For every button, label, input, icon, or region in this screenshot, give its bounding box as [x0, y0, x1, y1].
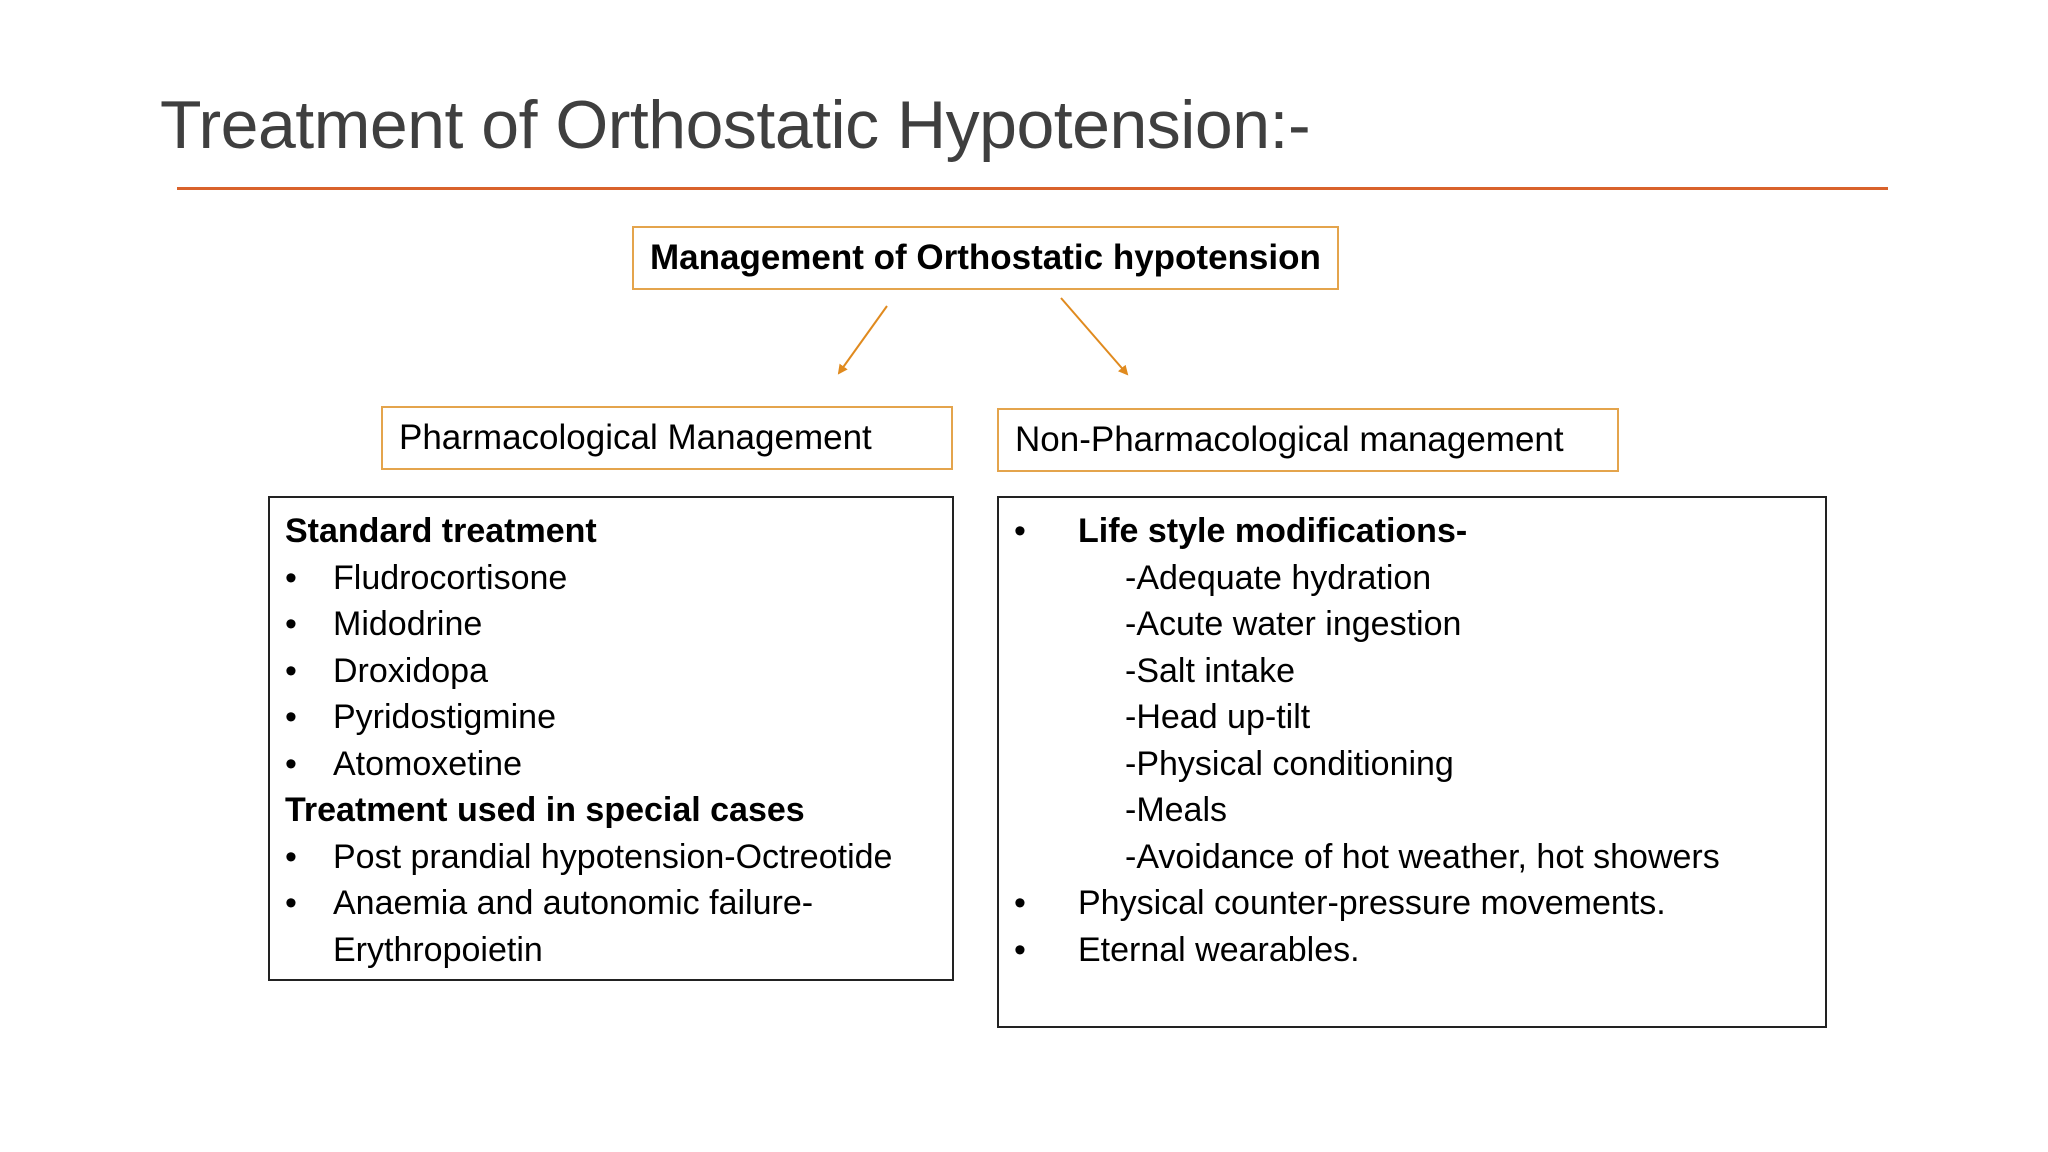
pharmacological-node-label: Pharmacological Management [399, 418, 872, 457]
slide-title: Treatment of Orthostatic Hypotension:- [160, 87, 1311, 163]
list-item: • Droxidopa [285, 648, 952, 695]
list-item [1014, 508, 1825, 555]
bullet-icon: • [285, 837, 297, 876]
sub-item: -Physical conditioning [1125, 744, 1454, 783]
bullet-icon: • [285, 651, 297, 690]
list-item: • Pyridostigmine [285, 694, 952, 741]
list-item: • Atomoxetine [285, 741, 952, 788]
pharmacological-node [381, 406, 953, 470]
root-node-label: Management of Orthostatic hypotension [650, 238, 1321, 277]
arrow-to-pharmacological [839, 306, 887, 373]
list-item-continuation: Erythropoietin [333, 930, 543, 969]
bullet-icon: • [285, 605, 297, 643]
list-item: • Physical counter-pressure movements. [1014, 880, 1825, 927]
sub-item: -Avoidance of hot weather, hot showers [1125, 837, 1720, 876]
non-pharmacological-node [997, 408, 1619, 472]
list-item: • Midodrine [285, 601, 952, 648]
special-cases-heading: Treatment used in special cases [285, 791, 805, 829]
sub-item: -Salt intake [1125, 651, 1296, 690]
bullet-icon: • [285, 698, 297, 736]
bullet-icon: • [285, 558, 297, 597]
sub-item: -Acute water ingestion [1125, 605, 1462, 643]
non-pharmacological-details-box [997, 496, 1827, 1028]
list-item: • Post prandial hypotension-Octreotide [285, 834, 952, 881]
bullet-icon: • [1014, 512, 1026, 550]
list-item: • Anaemia and autonomic failure- [285, 880, 952, 927]
list-item: • Fludrocortisone [285, 555, 952, 602]
sub-item: -Meals [1125, 791, 1228, 829]
list-item: • Eternal wearables. [1014, 927, 1825, 974]
sub-item: -Head up-tilt [1125, 698, 1311, 736]
arrow-to-non-pharmacological [1061, 298, 1127, 374]
bullet-icon: • [1014, 884, 1026, 922]
bullet-icon: • [285, 884, 297, 922]
bullet-icon: • [1014, 930, 1026, 969]
pharmacological-details-box [268, 496, 954, 981]
standard-treatment-heading: Standard treatment [285, 512, 597, 550]
bullet-icon: • [285, 744, 297, 783]
lifestyle-heading: Life style modifications- [1078, 512, 1468, 550]
sub-item: -Adequate hydration [1125, 558, 1432, 597]
non-pharmacological-node-label: Non-Pharmacological management [1015, 420, 1564, 459]
